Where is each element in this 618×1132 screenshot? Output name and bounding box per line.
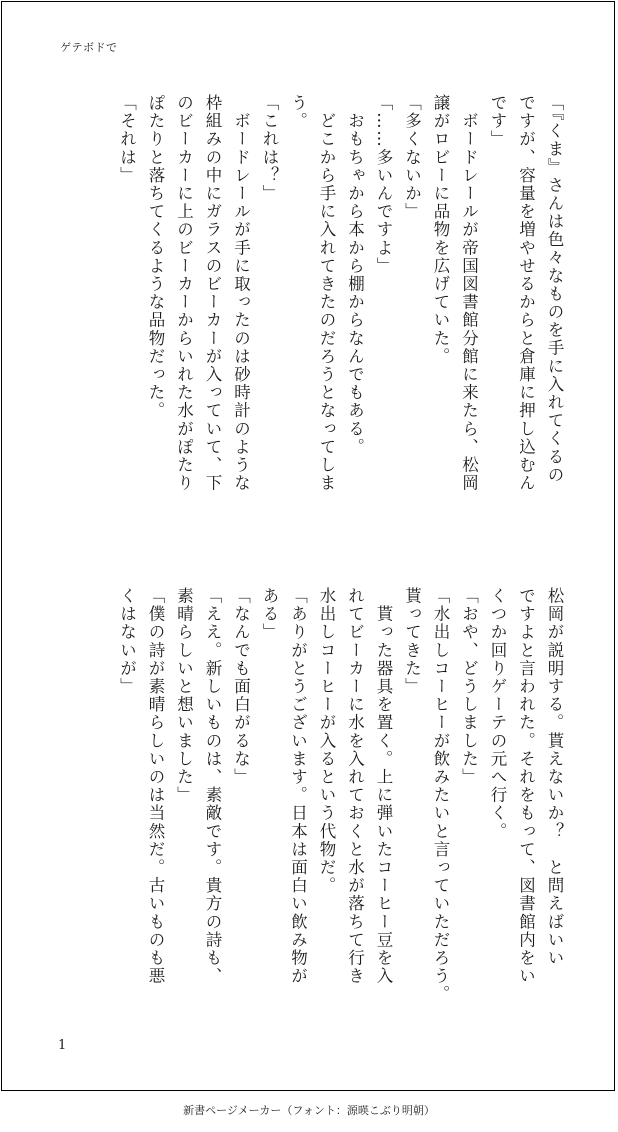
text-line: おもちゃから本から棚からなんでもある。 (345, 94, 365, 456)
text-line: ぽたりと落ちてくるような品物だった。 (146, 94, 165, 420)
text-line: 貰った器具を置く。上に弾いたコーヒー豆を入 (374, 587, 393, 986)
footer-caption: 新書ページメーカー（フォント：源暎こぶり明朝） (183, 1104, 435, 1117)
text-line: 「なんでも面白がるな」 (231, 587, 251, 787)
text-line: 水出しコーヒーが入るという代物だ。 (317, 587, 336, 895)
text-line: 「ええ。新しいものは、素敵です。貴方の詩も、 (203, 587, 222, 986)
text-line: う。 (288, 94, 308, 131)
text-line: です」 (488, 94, 507, 149)
upper-text-column (48, 94, 568, 534)
text-line: ボードレールが帝国図書館分館に来たら、松岡 (459, 94, 479, 493)
page-frame (1, 1, 615, 1091)
text-line: 枠組みの中にガラスのビーカーが入っていて、下 (203, 94, 222, 493)
running-head-title: ゲテボドで (60, 41, 118, 54)
text-line: 「多くないか」 (402, 94, 422, 221)
text-line: 「おや、どうしました」 (459, 587, 479, 787)
text-line: 「それは」 (117, 94, 137, 185)
text-line: のビーカーに上のビーカーからいれた水がぽたり (174, 94, 194, 493)
text-line: くはないが」 (117, 587, 137, 696)
page-number: 1 (58, 1038, 67, 1053)
text-line: 「……多いんですよ」 (374, 94, 393, 275)
text-line: 譲がロビーに品物を広げていた。 (431, 94, 450, 366)
text-line: 松岡が説明する。貰えないか？ と問えばいい (545, 587, 564, 968)
text-line: くつか回りゲーテの元へ行く。 (488, 587, 507, 841)
text-line: どこから手に入れてきたのだろうとなってしま (317, 94, 336, 493)
text-line: 「僕の詩が素晴らしいのは当然だ。古いものも悪 (146, 587, 165, 986)
text-line: 素晴らしいと想いました」 (174, 587, 194, 805)
text-line: 貰ってきた」 (402, 587, 422, 696)
text-line: れてビーカーに水を入れておくと水が落ちて行き (345, 587, 365, 986)
lower-text-column (48, 587, 568, 1027)
text-line: ある」 (260, 587, 279, 642)
text-line: 「これは？」 (260, 94, 279, 203)
text-line: 「『くま』さんは色々なものを手に入れてくるの (545, 94, 564, 484)
text-line: ですよと言われた。それをもって、図書館内をい (516, 587, 536, 986)
text-line: 「ありがとうございます。日本は面白い飲み物が (288, 587, 308, 986)
text-line: 「水出しコーヒーが飲みたいと言っていただろう。 (431, 587, 450, 1004)
text-line: ボードレールが手に取ったのは砂時計のような (231, 94, 251, 493)
text-line: ですが、容量を増やせるからと倉庫に押し込むん (516, 94, 536, 493)
